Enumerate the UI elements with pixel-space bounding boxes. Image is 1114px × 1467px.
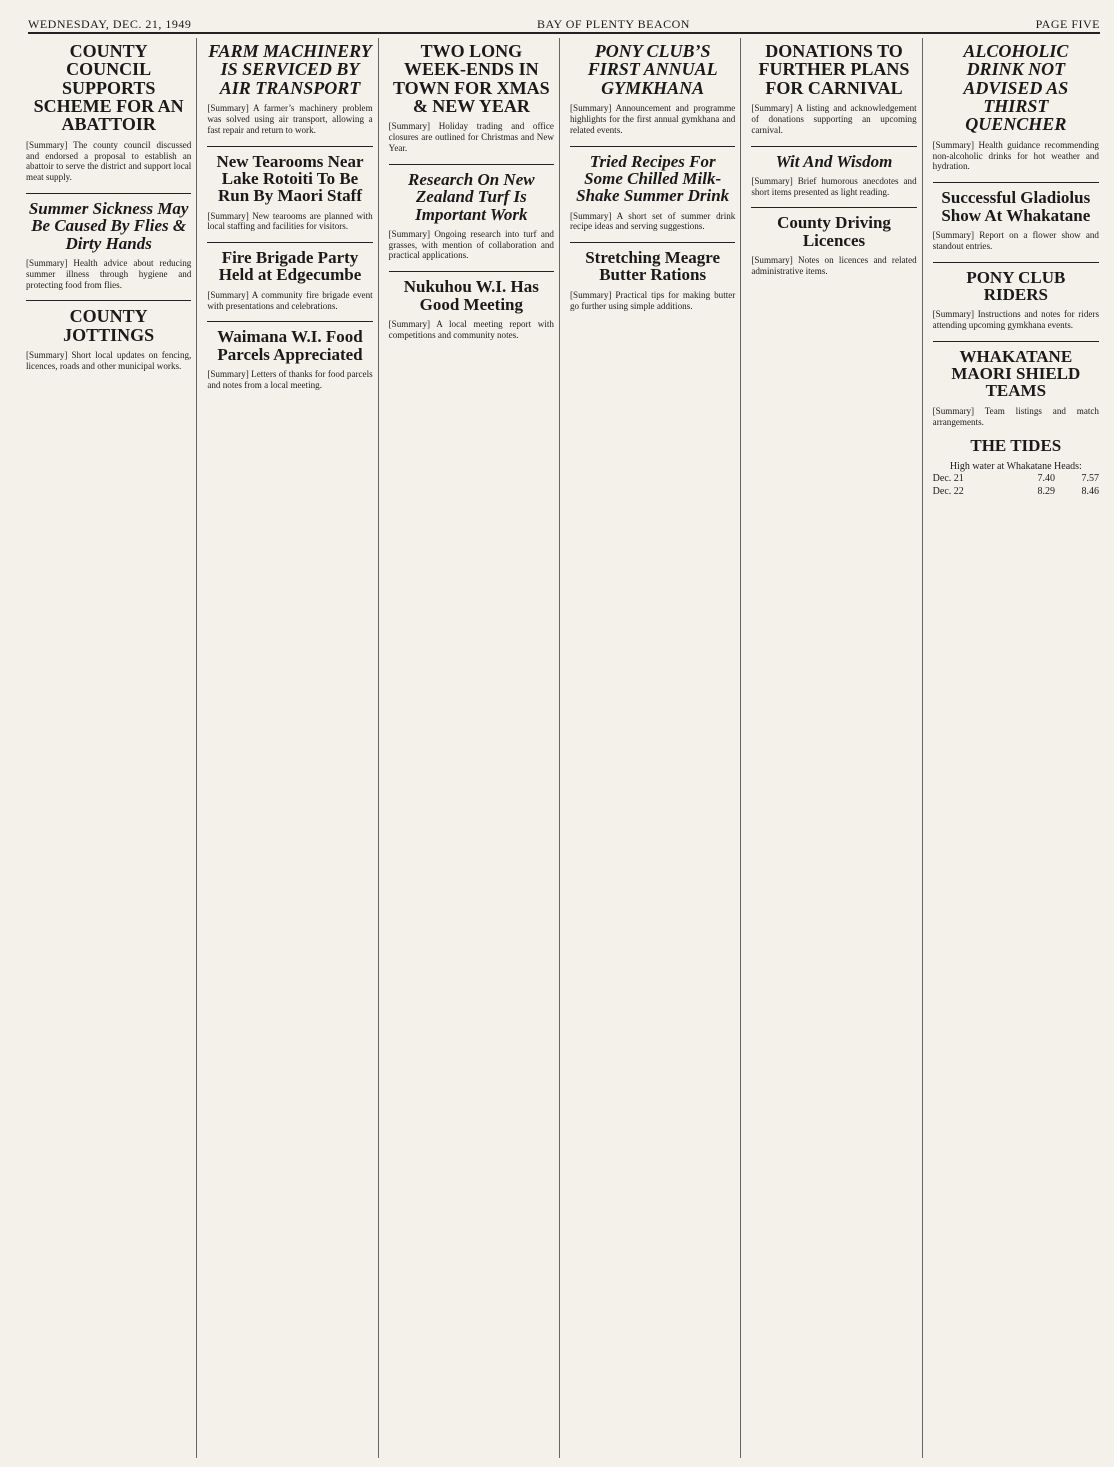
tides-title: THE TIDES xyxy=(970,436,1062,456)
story-1b: [Summary] Health advice about reducing summer illness through hygiene and protecting food from flies. xyxy=(26,258,192,290)
story-3b: [Summary] Ongoing research into turf and grasses, with mention of collaboration and practical applications. xyxy=(388,228,554,261)
story-6: [Summary] Health guidance recommending non-alcoholic drinks for hot weather and hydration. xyxy=(932,139,1099,172)
story-6d: [Summary] Team listings and match arrangements. xyxy=(932,405,1099,427)
masthead-left: WEDNESDAY, DEC. 21, 1949 xyxy=(28,17,192,31)
masthead-center: BAY OF PLENTY BEACON xyxy=(536,17,690,31)
headline-3: TWO LONG WEEK-ENDS IN TOWN FOR XMAS & NEW YEAR xyxy=(392,41,550,117)
story-4c: [Summary] Practical tips for making butter go further using simple additions. xyxy=(569,289,736,311)
masthead xyxy=(28,10,1100,34)
rule xyxy=(933,341,1099,342)
headline-1b: Summer Sickness May Be Caused By Flies & Dirty Hands xyxy=(28,199,189,253)
headline-4: PONY CLUB’S FIRST ANNUAL GYMKHANA xyxy=(587,41,718,98)
headline-5b: Wit And Wisdom xyxy=(775,151,893,171)
rule xyxy=(570,242,735,243)
masthead-right: PAGE FIVE xyxy=(1035,17,1100,31)
headline-5: DONATIONS TO FURTHER PLANS FOR CARNIVAL xyxy=(758,41,910,98)
story-1: [Summary] The county council discussed and endorsed a proposal to establish an abattoir to serve the district and support local meat supply. xyxy=(26,139,192,183)
tides-cell: Dec. 22 xyxy=(932,485,964,497)
rule xyxy=(207,242,372,243)
story-4b: [Summary] A short set of summer drink recipe ideas and serving suggestions. xyxy=(569,210,736,232)
tides-cell: 7.57 xyxy=(1081,472,1099,484)
headline-5c: County Driving Licences xyxy=(777,213,891,250)
headline-6b: Successful Gladiolus Show At Whakatane xyxy=(941,188,1091,225)
rule xyxy=(207,321,372,322)
tides-table xyxy=(933,472,1099,498)
headline-6c: PONY CLUB RIDERS xyxy=(966,267,1066,304)
rule xyxy=(207,146,372,147)
rule xyxy=(26,193,191,194)
headline-4c: Stretching Meagre Butter Rations xyxy=(585,248,721,285)
headline-2: FARM MACHINERY IS SERVICED BY AIR TRANSPORT xyxy=(208,41,372,98)
rule xyxy=(933,262,1099,263)
column-5 xyxy=(749,38,922,1458)
story-1c: [Summary] Short local updates on fencing, licences, roads and other municipal works. xyxy=(26,350,192,371)
tides-cell: 8.46 xyxy=(1081,485,1099,497)
column-6 xyxy=(931,38,1104,1458)
headline-6d: WHAKATANE MAORI SHIELD TEAMS xyxy=(951,346,1081,401)
rule xyxy=(751,146,916,147)
story-5b: [Summary] Brief humorous anecdotes and short items presented as light reading. xyxy=(751,175,917,197)
story-2b: [Summary] New tearooms are planned with local staffing and facilities for visitors. xyxy=(207,210,373,232)
tides-cell: Dec. 21 xyxy=(932,472,964,484)
headline-2d: Waimana W.I. Food Parcels Appreciated xyxy=(217,327,363,364)
story-5c: [Summary] Notes on licences and related administrative items. xyxy=(751,255,917,276)
story-3c: [Summary] A local meeting report with competitions and community notes. xyxy=(388,318,554,340)
story-3: [Summary] Holiday trading and office closures are outlined for Christmas and New Year. xyxy=(388,121,554,154)
story-6b: [Summary] Report on a flower show and standout entries. xyxy=(932,229,1099,251)
headline-1c: COUNTY JOTTINGS xyxy=(63,306,155,345)
rule xyxy=(570,146,735,147)
columns xyxy=(24,38,1104,1458)
story-4: [Summary] Announcement and programme highlights for the first annual gymkhana and related events. xyxy=(569,103,736,135)
headline-2b: New Tearooms Near Lake Rotoiti To Be Run By Maori Staff xyxy=(216,151,364,206)
story-5: [Summary] A listing and acknowledgement of donations supporting an upcoming carnival. xyxy=(751,103,917,135)
rule xyxy=(389,164,554,165)
tides-row xyxy=(933,485,1099,498)
tides xyxy=(933,437,1099,497)
tides-row xyxy=(933,472,1099,485)
rule xyxy=(389,271,554,272)
headline-4b: Tried Recipes For Some Chilled Milk-Shake Summer Drink xyxy=(576,151,730,206)
headline-2c: Fire Brigade Party Held at Edgecumbe xyxy=(218,248,362,285)
headline-3c: Nukuhou W.I. Has Good Meeting xyxy=(403,277,539,314)
headline-3b: Research On New Zealand Turf Is Important Work xyxy=(408,169,535,224)
rule xyxy=(26,300,191,301)
headline-6: ALCOHOLIC DRINK NOT ADVISED AS THIRST QUENCHER xyxy=(963,41,1069,135)
column-4 xyxy=(568,38,741,1458)
tides-cell: 8.29 xyxy=(1037,485,1055,497)
column-3 xyxy=(387,38,560,1458)
story-2c: [Summary] A community fire brigade event with presentations and celebrations. xyxy=(207,289,373,311)
tides-cell: 7.40 xyxy=(1037,472,1055,484)
column-2 xyxy=(205,38,378,1458)
column-1 xyxy=(24,38,197,1458)
story-2: [Summary] A farmer’s machinery problem was solved using air transport, allowing a fast repair and return to work. xyxy=(207,103,373,135)
story-6c: [Summary] Instructions and notes for riders attending upcoming gymkhana events. xyxy=(932,309,1099,330)
story-2d: [Summary] Letters of thanks for food parcels and notes from a local meeting. xyxy=(207,369,373,390)
tides-subtitle: High water at Whakatane Heads: xyxy=(949,460,1082,472)
rule xyxy=(751,207,916,208)
headline-1: COUNTY COUNCIL SUPPORTS SCHEME FOR AN ABATTOIR xyxy=(33,41,184,135)
rule xyxy=(933,182,1099,183)
